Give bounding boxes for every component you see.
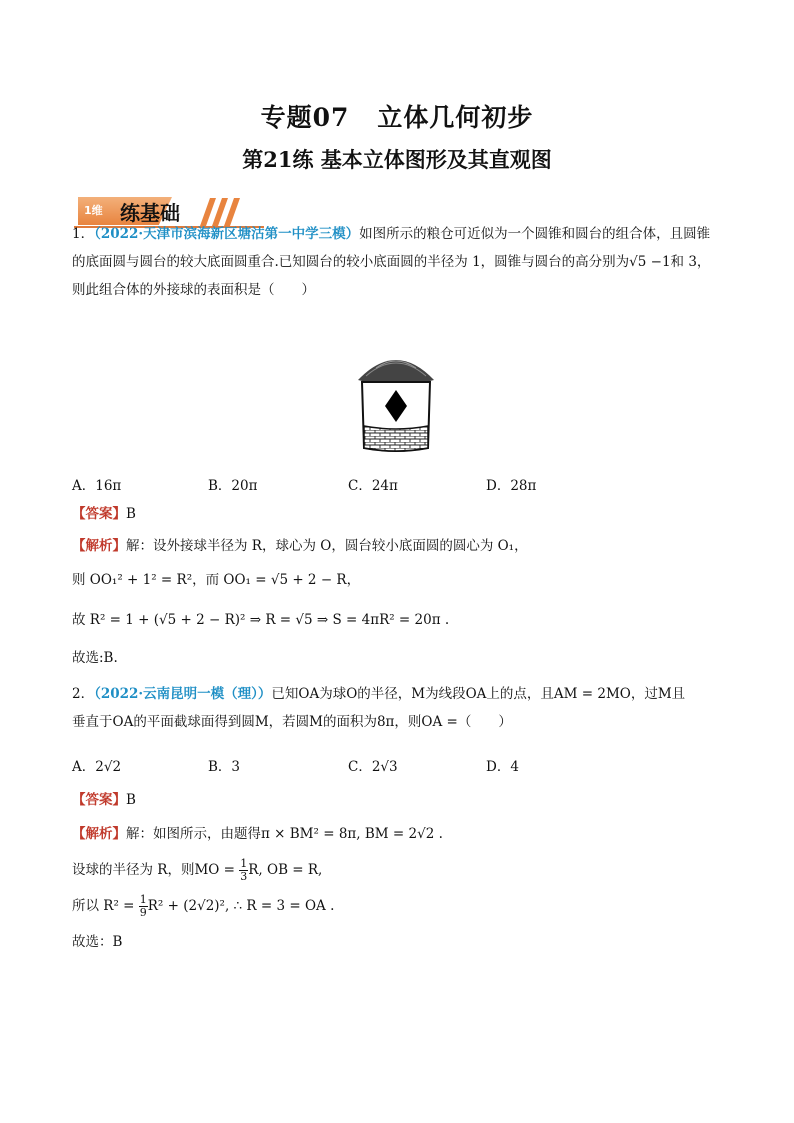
granary-figure (352, 346, 440, 454)
q1-line1: 1．（2022·天津市滨海新区塘沽第一中学三模）如图所示的粮仓可近似为一个圆锥和圆台的组合体，且圆锥 (72, 226, 711, 242)
q2-line1: 2．（2022·云南昆明一模（理））已知OA为球O的半径，M为线段OA上的点，且AM = 2MO，过M且 (72, 686, 686, 702)
title-topic: 立体几何初步 (377, 103, 534, 132)
q1-option-c[interactable]: C．24π (348, 478, 398, 494)
q2-line2: 垂直于OA的平面截球面得到圆M，若圆M的面积为8π，则OA =（ ） (72, 714, 512, 730)
q2-answer: 【答案】B (72, 792, 136, 808)
q1-solution (72, 500, 732, 672)
q2-analysis-2: 设球的半径为 R，则MO = $\frac{1}{3}$ R, OB = R, (72, 857, 323, 883)
q1-line3: 则此组合体的外接球的表面积是（ ） (72, 282, 315, 298)
q2-option-b[interactable]: B．3 (208, 759, 241, 775)
banner-tag: 1维 (84, 204, 103, 217)
q2-analysis-3: 所以 R² = $\frac{1}{9}$ R² + (2√2)², ∴ R = 3 = OA . (72, 893, 335, 919)
q1-line2: 的底面圆与圆台的较大底面圆重合.已知圆台的较小底面圆的半径为 1，圆锥与圆台的高分别为√5 −1和 3， (72, 254, 711, 270)
q1-choose: 故选:B. (72, 650, 118, 666)
q2-option-a[interactable]: A．2√2 (72, 759, 122, 775)
q1-stem (72, 220, 732, 304)
q1-option-a[interactable]: A．16π (72, 478, 122, 494)
q2-choose: 故选：B (72, 934, 123, 950)
q2-source: （2022·云南昆明一模（理）） (94, 686, 272, 702)
q1-analysis-3: 故 R² = 1 + (√5 + 2 − R)² ⇒ R = √5 ⇒ S = 4πR² = 20π . (72, 612, 450, 628)
fraction-one-third: $\frac{1}{3}$ (240, 857, 248, 883)
q2-option-d[interactable]: D．4 (486, 759, 519, 775)
q1-option-d[interactable]: D．28π (486, 478, 537, 494)
q1-analysis-2: 则 OO₁² + 1² = R²，而 OO₁ = √5 + 2 − R， (72, 572, 361, 588)
fraction-one-ninth: $\frac{1}{9}$ (139, 893, 147, 919)
q2-options (72, 755, 732, 775)
q2-option-c[interactable]: C．2√3 (348, 759, 398, 775)
q1-analysis-1: 【解析】解：设外接球半径为 R，球心为 O，圆台较小底面圆的圆心为 O₁， (72, 538, 528, 554)
banner-label: 练基础 (120, 201, 180, 225)
q1-options (72, 474, 732, 494)
q2-analysis-1: 【解析】解：如图所示，由题得π × BM² = 8π, BM = 2√2 . (72, 826, 443, 842)
q2-solution (72, 786, 732, 956)
page-subtitle: 第21练 基本立体图形及其直观图 (242, 147, 552, 172)
title-main: 专题07 (260, 103, 350, 132)
q1-source: （2022·天津市滨海新区塘沽第一中学三模） (94, 226, 360, 242)
q2-stem (72, 680, 732, 736)
q1-answer: 【答案】B (72, 506, 136, 522)
q1-option-b[interactable]: B．20π (208, 478, 258, 494)
page-title (0, 98, 794, 134)
